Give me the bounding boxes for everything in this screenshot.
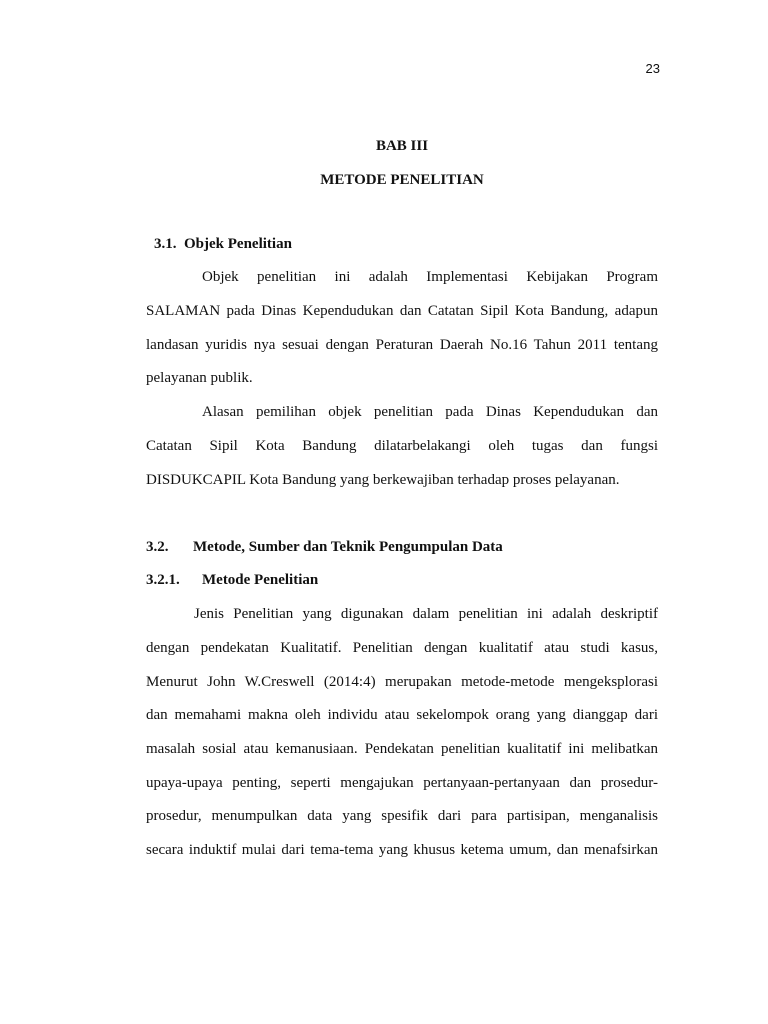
paragraph-line: landasan yuridis nya sesuai dengan Peraturan Daerah No.16 Tahun 2011 tentang [146,337,658,353]
paragraph-line: Alasan pemilihan objek penelitian pada Dinas Kependudukan dan [202,404,658,420]
paragraph-line: pelayanan publik. [146,370,253,386]
paragraph-line: upaya-upaya penting, seperti mengajukan pertanyaan-pertanyaan dan prosedur- [146,775,658,791]
section-title: Metode, Sumber dan Teknik Pengumpulan Data [193,539,503,555]
paragraph-line: dengan pendekatan Kualitatif. Penelitian dengan kualitatif atau studi kasus, [146,640,658,656]
paragraph-line: secara induktif mulai dari tema-tema yang khusus ketema umum, dan menafsirkan [146,842,658,858]
paragraph-line: Catatan Sipil Kota Bandung dilatarbelakangi oleh tugas dan fungsi [146,438,658,454]
paragraph-line: Objek penelitian ini adalah Implementasi Kebijakan Program [202,269,658,285]
chapter-title: METODE PENELITIAN [320,172,484,188]
paragraph-line: Menurut John W.Creswell (2014:4) merupakan metode-metode mengeksplorasi [146,674,658,690]
section-number: 3.1. [154,236,177,252]
section-title: Metode Penelitian [202,572,319,588]
paragraph-line: Jenis Penelitian yang digunakan dalam penelitian ini adalah deskriptif [194,606,658,622]
section-number: 3.2. [146,539,169,555]
section-3-2-1-heading [146,572,318,589]
section-3-1-heading [154,236,292,253]
section-title: Objek Penelitian [184,236,292,252]
paragraph-line: dan memahami makna oleh individu atau sekelompok orang yang dianggap dari [146,707,658,723]
section-3-2-heading [146,539,503,556]
paragraph-line: masalah sosial atau kemanusiaan. Pendekatan penelitian kualitatif ini melibatkan [146,741,658,757]
paragraph-line: DISDUKCAPIL Kota Bandung yang berkewajiban terhadap proses pelayanan. [146,472,620,488]
paragraph-line: SALAMAN pada Dinas Kependudukan dan Catatan Sipil Kota Bandung, adapun [146,303,658,319]
paragraph-line: prosedur, menumpulkan data yang spesifik dari para partisipan, menganalisis [146,808,658,824]
section-number: 3.2.1. [146,572,180,588]
page-number: 23 [645,61,660,76]
chapter-label: BAB III [375,138,429,154]
